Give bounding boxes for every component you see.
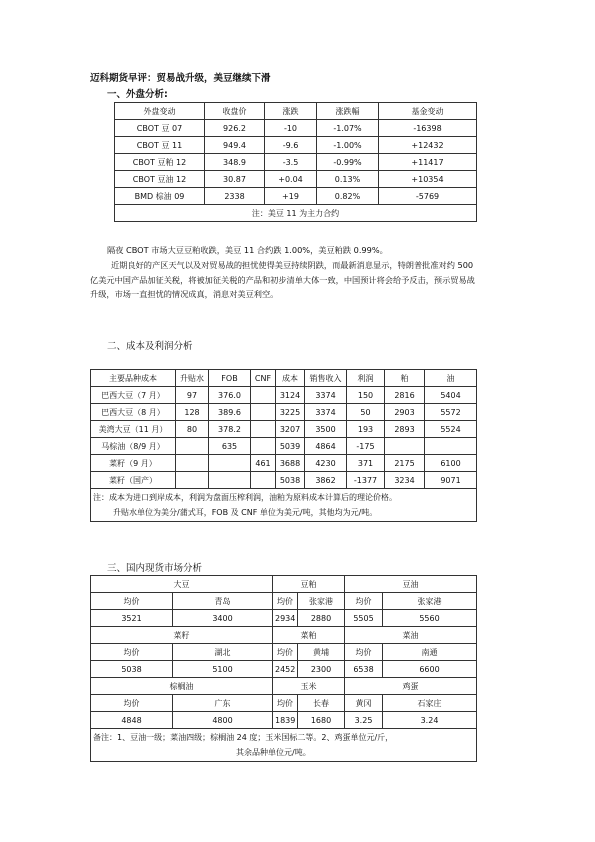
- table-cell: [176, 438, 209, 455]
- category-cell: 菜粕: [273, 627, 345, 644]
- label-cell: 广东: [173, 695, 273, 712]
- header-cell: 涨跌: [265, 103, 317, 120]
- table-cell: 80: [176, 421, 209, 438]
- value-cell: 3400: [173, 610, 273, 627]
- category-cell: 菜油: [345, 627, 477, 644]
- note-line: 升贴水单位为美分/蒲式耳，FOB 及 CNF 单位为美元/吨，其他均为元/吨。: [113, 508, 378, 517]
- value-cell: 3521: [91, 610, 173, 627]
- table-header-row: [115, 103, 477, 120]
- category-cell: 棕榈油: [91, 678, 273, 695]
- table-note: [91, 489, 477, 522]
- value-row: [91, 661, 477, 678]
- header-cell: 成本: [276, 370, 305, 387]
- value-cell: 1839: [273, 712, 298, 729]
- table-cell: [209, 472, 251, 489]
- label-cell: 均价: [345, 644, 383, 661]
- table-cell: [251, 472, 276, 489]
- label-cell: 青岛: [173, 593, 273, 610]
- section3-heading: 三、国内现货市场分析: [107, 563, 203, 574]
- table-cell: 菜籽（9 月）: [91, 455, 176, 472]
- value-cell: 2300: [298, 661, 345, 678]
- label-cell: 张家港: [383, 593, 477, 610]
- table-cell: 128: [176, 404, 209, 421]
- table-cell: [251, 438, 276, 455]
- value-cell: 4800: [173, 712, 273, 729]
- table-row: [115, 120, 477, 137]
- header-cell: CNF: [251, 370, 276, 387]
- label-cell: 长春: [298, 695, 345, 712]
- table-cell: -9.6: [265, 137, 317, 154]
- value-cell: 2880: [298, 610, 345, 627]
- table-cell: 2903: [385, 404, 425, 421]
- table-cell: -1.07%: [317, 120, 379, 137]
- spot-market-table: [90, 575, 477, 762]
- table-cell: 376.0: [209, 387, 251, 404]
- table-cell: 马棕油（8/9 月）: [91, 438, 176, 455]
- label-cell: 均价: [345, 593, 383, 610]
- table-cell: [209, 455, 251, 472]
- value-cell: 6600: [383, 661, 477, 678]
- table-cell: -3.5: [265, 154, 317, 171]
- table-cell: 926.2: [205, 120, 265, 137]
- table-cell: CBOT 豆 11: [115, 137, 205, 154]
- header-cell: 油: [425, 370, 477, 387]
- table-cell: 0.82%: [317, 188, 379, 205]
- table-cell: 389.6: [209, 404, 251, 421]
- table-cell: [176, 472, 209, 489]
- table-header-row: [91, 370, 477, 387]
- label-cell: 湖北: [173, 644, 273, 661]
- table-cell: 3688: [276, 455, 305, 472]
- table-cell: 5038: [276, 472, 305, 489]
- label-row: [91, 695, 477, 712]
- label-cell: 均价: [273, 593, 298, 610]
- value-cell: 3.24: [383, 712, 477, 729]
- table-cell: 30.87: [205, 171, 265, 188]
- table-cell: CBOT 豆油 12: [115, 171, 205, 188]
- table-cell: 461: [251, 455, 276, 472]
- value-cell: 6538: [345, 661, 383, 678]
- note-line: 备注：1、豆油一级；菜油四级；棕榈油 24 度；玉米国标二等。2、鸡蛋单位元/斤，: [93, 733, 394, 742]
- header-cell: 粕: [385, 370, 425, 387]
- note-line: 注：成本为进口到岸成本，利润为盘面压榨利润，油粕为原料成本计算后的理论价格。: [93, 493, 397, 502]
- table-cell: 5524: [425, 421, 477, 438]
- label-cell: 石家庄: [383, 695, 477, 712]
- table-cell: [425, 438, 477, 455]
- table-cell: -175: [347, 438, 385, 455]
- category-cell: 鸡蛋: [345, 678, 477, 695]
- table-cell: 3862: [305, 472, 347, 489]
- table-cell: CBOT 豆粕 12: [115, 154, 205, 171]
- table-row: [91, 455, 477, 472]
- label-cell: 黄冈: [345, 695, 383, 712]
- table-cell: BMD 棕油 09: [115, 188, 205, 205]
- header-cell: 主要品种成本: [91, 370, 176, 387]
- table-cell: 9071: [425, 472, 477, 489]
- category-cell: 豆油: [345, 576, 477, 593]
- table-cell: [251, 421, 276, 438]
- header-cell: 销售收入: [305, 370, 347, 387]
- value-cell: 1680: [298, 712, 345, 729]
- table-row: [91, 387, 477, 404]
- value-row: [91, 712, 477, 729]
- note-line: 其余品种单位元/吨。: [236, 748, 311, 757]
- table-cell: 5039: [276, 438, 305, 455]
- table-row: [115, 154, 477, 171]
- table-cell: 5572: [425, 404, 477, 421]
- label-cell: 张家港: [298, 593, 345, 610]
- table-row: [91, 421, 477, 438]
- table-cell: +19: [265, 188, 317, 205]
- label-row: [91, 593, 477, 610]
- category-cell: 玉米: [273, 678, 345, 695]
- value-cell: 5505: [345, 610, 383, 627]
- category-row: [91, 576, 477, 593]
- table-note-row: [91, 729, 477, 762]
- table-cell: 5404: [425, 387, 477, 404]
- table-cell: 3500: [305, 421, 347, 438]
- category-cell: 豆粕: [273, 576, 345, 593]
- table-cell: -5769: [379, 188, 477, 205]
- table-row: [115, 171, 477, 188]
- table-cell: 348.9: [205, 154, 265, 171]
- header-cell: 外盘变动: [115, 103, 205, 120]
- table-cell: 371: [347, 455, 385, 472]
- value-cell: 3.25: [345, 712, 383, 729]
- label-cell: 均价: [91, 644, 173, 661]
- table-note-row: [91, 489, 477, 522]
- table-cell: [251, 387, 276, 404]
- table-row: [91, 404, 477, 421]
- table-cell: 193: [347, 421, 385, 438]
- value-cell: 5560: [383, 610, 477, 627]
- table-cell: -0.99%: [317, 154, 379, 171]
- table-cell: 3124: [276, 387, 305, 404]
- table-note-row: [115, 205, 477, 222]
- table-cell: -1.00%: [317, 137, 379, 154]
- header-cell: 涨跌幅: [317, 103, 379, 120]
- table-cell: 美湾大豆（11 月）: [91, 421, 176, 438]
- table-cell: [176, 455, 209, 472]
- table-row: [91, 472, 477, 489]
- label-row: [91, 644, 477, 661]
- table-cell: [385, 438, 425, 455]
- table-cell: 0.13%: [317, 171, 379, 188]
- table-row: [115, 188, 477, 205]
- label-cell: 均价: [91, 695, 173, 712]
- table-cell: 2175: [385, 455, 425, 472]
- table-cell: 3374: [305, 387, 347, 404]
- table-cell: 2816: [385, 387, 425, 404]
- table-cell: 2338: [205, 188, 265, 205]
- table-cell: 150: [347, 387, 385, 404]
- header-cell: 升贴水: [176, 370, 209, 387]
- table-cell: +10354: [379, 171, 477, 188]
- category-row: [91, 678, 477, 695]
- header-cell: 利润: [347, 370, 385, 387]
- table-cell: 3207: [276, 421, 305, 438]
- table-cell: 949.4: [205, 137, 265, 154]
- table-cell: 2893: [385, 421, 425, 438]
- table-cell: 巴西大豆（8 月）: [91, 404, 176, 421]
- table-cell: +12432: [379, 137, 477, 154]
- table-cell: -16398: [379, 120, 477, 137]
- table-cell: 4230: [305, 455, 347, 472]
- foreign-market-table: [114, 102, 477, 222]
- table-cell: 菜籽（国产）: [91, 472, 176, 489]
- category-cell: 大豆: [91, 576, 273, 593]
- table-cell: -1377: [347, 472, 385, 489]
- section1-heading: 一、外盘分析:: [107, 89, 168, 100]
- header-cell: 基金变动: [379, 103, 477, 120]
- label-cell: 南通: [383, 644, 477, 661]
- table-cell: +11417: [379, 154, 477, 171]
- category-cell: 菜籽: [91, 627, 273, 644]
- table-cell: 50: [347, 404, 385, 421]
- table-row: [115, 137, 477, 154]
- value-cell: 2934: [273, 610, 298, 627]
- label-cell: 均价: [273, 695, 298, 712]
- header-cell: 收盘价: [205, 103, 265, 120]
- value-cell: 5100: [173, 661, 273, 678]
- table-cell: -10: [265, 120, 317, 137]
- value-row: [91, 610, 477, 627]
- value-cell: 5038: [91, 661, 173, 678]
- cost-profit-table: [90, 369, 477, 522]
- value-cell: 2452: [273, 661, 298, 678]
- table-cell: 4864: [305, 438, 347, 455]
- label-cell: 均价: [91, 593, 173, 610]
- market-summary-paragraph: 隔夜 CBOT 市场大豆豆粕收跌，美豆 11 合约跌 1.00%，美豆粕跌 0.99%。: [107, 245, 388, 255]
- table-cell: +0.04: [265, 171, 317, 188]
- section2-heading: 二、成本及利润分析: [107, 341, 193, 352]
- table-cell: 3374: [305, 404, 347, 421]
- table-cell: 3234: [385, 472, 425, 489]
- label-cell: 均价: [273, 644, 298, 661]
- table-cell: 97: [176, 387, 209, 404]
- table-cell: 378.2: [209, 421, 251, 438]
- header-cell: FOB: [209, 370, 251, 387]
- table-cell: [251, 404, 276, 421]
- table-cell: 3225: [276, 404, 305, 421]
- label-cell: 黄埔: [298, 644, 345, 661]
- table-note: 注：美豆 11 为主力合约: [115, 205, 477, 222]
- table-cell: 635: [209, 438, 251, 455]
- category-row: [91, 627, 477, 644]
- table-cell: 6100: [425, 455, 477, 472]
- value-cell: 4848: [91, 712, 173, 729]
- market-analysis-paragraph: 近期良好的产区天气以及对贸易战的担忧使得美豆持续阴跌，而最新消息显示，特朗普批准对约 500 亿美元中国产品加征关税，将被加征关税的产品和初步清单大体一致，中国预计将会给予反击，预示贸易战升级，市场一直担忧的情况成真，消息对美豆利空。: [90, 260, 475, 299]
- table-note: [91, 729, 477, 762]
- table-cell: CBOT 豆 07: [115, 120, 205, 137]
- document-title: 迈科期货早评：贸易战升级，美豆继续下滑: [90, 73, 271, 84]
- table-cell: 巴西大豆（7 月）: [91, 387, 176, 404]
- table-row: [91, 438, 477, 455]
